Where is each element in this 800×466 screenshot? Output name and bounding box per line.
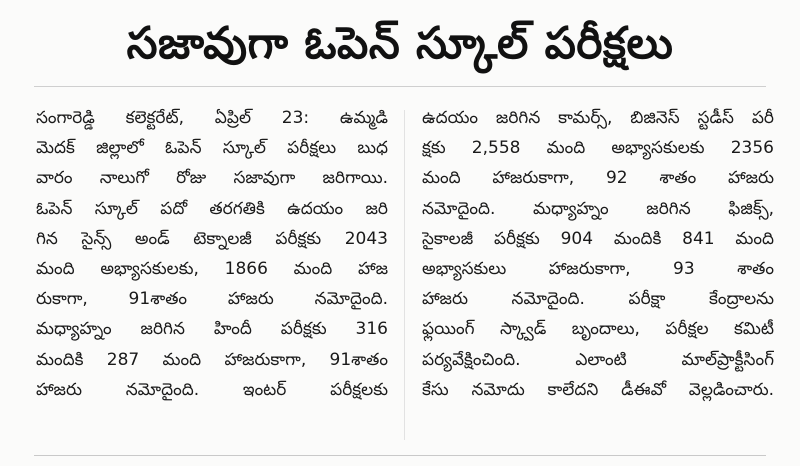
- article-line: రుకాగా, 91శాతం హాజరు నమోదైంది.: [36, 289, 388, 310]
- headline: సజావుగా ఓపెన్ స్కూల్ పరీక్షలు: [126, 18, 674, 69]
- article-line: మధ్యాహ్నం జరిగిన హిందీ పరీక్షకు 316: [36, 319, 388, 340]
- article-line: క్షకు 2,558 మంది అభ్యాసకులకు 2356: [422, 138, 774, 159]
- bottom-divider: [34, 455, 766, 456]
- headline-divider: [34, 86, 766, 87]
- article-line: హాజరు నమోదైంది. పరీక్షా కేంద్రాలను: [422, 289, 774, 310]
- article-column-right: [422, 103, 774, 405]
- article-line: మందికి 287 మంది హాజరుకాగా, 91శాతం: [36, 349, 388, 370]
- article-line: నమోదైంది. మధ్యాహ్నం జరిగిన ఫిజిక్స్,: [422, 198, 774, 219]
- article-line: పర్యవేక్షించింది. ఎలాంటి మాల్‌ప్రాక్టీసింగ్: [422, 349, 774, 370]
- article-line: కేసు నమోదు కాలేదని డీఈవో వెల్లడించారు.: [422, 379, 774, 400]
- column-divider: [404, 110, 405, 440]
- article-line: గిన సైన్స్ అండ్ టెక్నాలజీ పరీక్షకు 2043: [36, 228, 388, 249]
- article-line: ఉదయం జరిగిన కామర్స్, బిజినెస్ స్టడీస్ పరీ: [422, 108, 774, 128]
- article-line: మెదక్ జిల్లాలో ఓపెన్ స్కూల్ పరీక్షలు బుధ: [36, 138, 388, 159]
- article-line: సంగారెడ్డి కలెక్టరేట్, ఏప్రిల్ 23: ఉమ్మడి: [36, 108, 388, 128]
- article-line: మంది హాజరుకాగా, 92 శాతం హాజరు: [422, 168, 774, 189]
- article-line: సైకాలజీ పరీక్షకు 904 మందికి 841 మంది: [422, 228, 774, 249]
- article-line: ఓపెన్ స్కూల్ పదో తరగతికి ఉదయం జరి: [36, 198, 388, 219]
- article-line: వారం నాలుగో రోజు సజావుగా జరిగాయి.: [36, 168, 388, 189]
- article-line: అభ్యాసకులు హాజరుకాగా, 93 శాతం: [422, 259, 774, 280]
- article-column-left: [36, 103, 388, 405]
- article-line: ఫ్లయింగ్ స్క్వాడ్ బృందాలు, పరీక్షల కమిటీ: [422, 319, 774, 340]
- article-line: హాజరు నమోదైంది. ఇంటర్ పరీక్షలకు: [36, 379, 388, 400]
- article-line: మంది అభ్యాసకులకు, 1866 మంది హాజ: [36, 259, 388, 280]
